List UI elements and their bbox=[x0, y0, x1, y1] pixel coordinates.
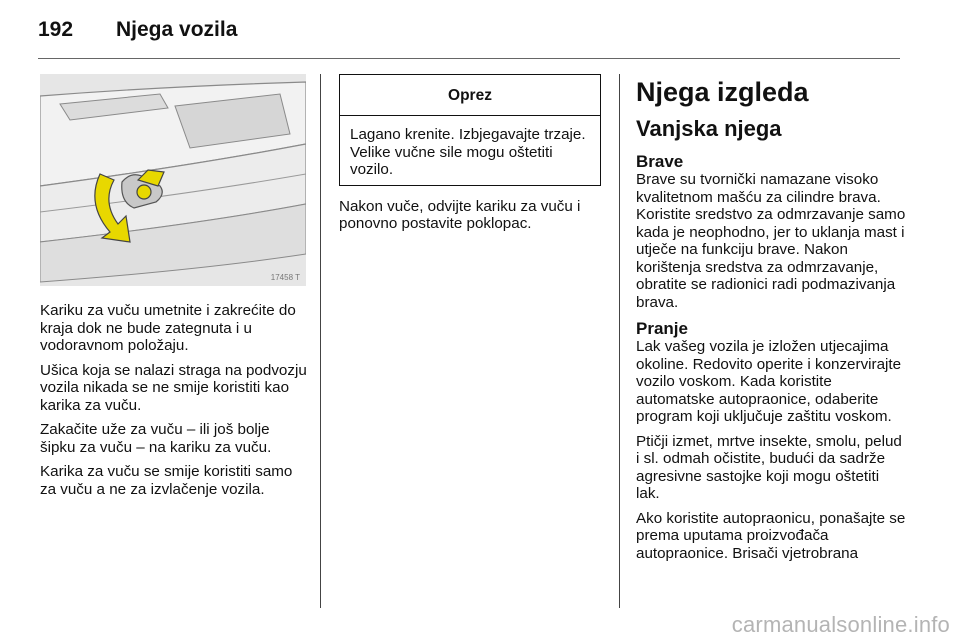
tow-eye-illustration bbox=[40, 74, 306, 286]
paragraph: Ptičji izmet, mrtve insekte, smolu, pelud i sl. odmah očistite, budući da sadrže agresivne sastojke koji mogu oštetiti lak. bbox=[636, 432, 902, 502]
bumper-drawing bbox=[40, 74, 306, 286]
paragraph: Nakon vuče, odvijte kariku za vuču i ponovno postavite poklopac. bbox=[339, 197, 581, 232]
middle-column bbox=[339, 74, 601, 240]
caution-box bbox=[339, 74, 601, 186]
column-divider-left bbox=[320, 74, 321, 608]
right-column bbox=[636, 74, 906, 570]
paragraph: Karika za vuču se smije koristiti samo za vuču a ne za izvlačenje vozila. bbox=[40, 463, 293, 498]
figure-code: 17458 T bbox=[270, 273, 300, 282]
section-heading: Njega izgleda bbox=[636, 77, 809, 107]
caution-text: Lagano krenite. Izbjegavajte trzaje. Velike vučne sile mogu oštetiti vozilo. bbox=[350, 126, 586, 178]
watermark: carmanualsonline.info bbox=[731, 612, 950, 637]
washing-heading: Pranje bbox=[636, 319, 688, 338]
column-divider-right bbox=[619, 74, 620, 608]
paragraph: Kariku za vuču umetnite i zakrećite do kraja dok ne bude zategnuta i u vodoravnom položaju. bbox=[40, 302, 296, 354]
washing-section bbox=[636, 319, 906, 562]
subsection-heading: Vanjska njega bbox=[636, 116, 782, 141]
page-title: Njega vozila bbox=[116, 18, 238, 41]
page-header bbox=[38, 18, 237, 48]
caution-title: Oprez bbox=[340, 75, 600, 116]
paragraph: Ušica koja se nalazi straga na podvozju vozila nikada se ne smije koristiti kao karika za vuču. bbox=[40, 361, 307, 414]
paragraph: Brave su tvornički namazane visoko kvalitetnom mašću za cilindre brava. Koristite sredstvo za odmrzavanje samo kada je neophodno, jer to uklanja mast i utječe na funkciju brave. Nakon korištenja sredstva za odmrzavanje, obratite se radionici radi podmazivanja brava. bbox=[636, 171, 906, 311]
locks-heading: Brave bbox=[636, 152, 684, 171]
paragraph: Ako koristite autopraonicu, ponašajte se prema uputama proizvođača autopraonice. Brisači vjetrobrana bbox=[636, 509, 906, 562]
locks-section bbox=[636, 152, 906, 311]
left-column bbox=[40, 74, 308, 505]
paragraph: Zakačite uže za vuču – ili još bolje šipku za vuču – na kariku za vuču. bbox=[40, 421, 272, 456]
header-rule bbox=[38, 58, 900, 59]
paragraph: Lak vašeg vozila je izložen utjecajima okoline. Redovito operite i konzervirajte vozilo voskom. Kada koristite automatske autopraonice, odaberite program koji uključuje zaštitu voskom. bbox=[636, 338, 902, 425]
page-number: 192 bbox=[38, 18, 74, 41]
